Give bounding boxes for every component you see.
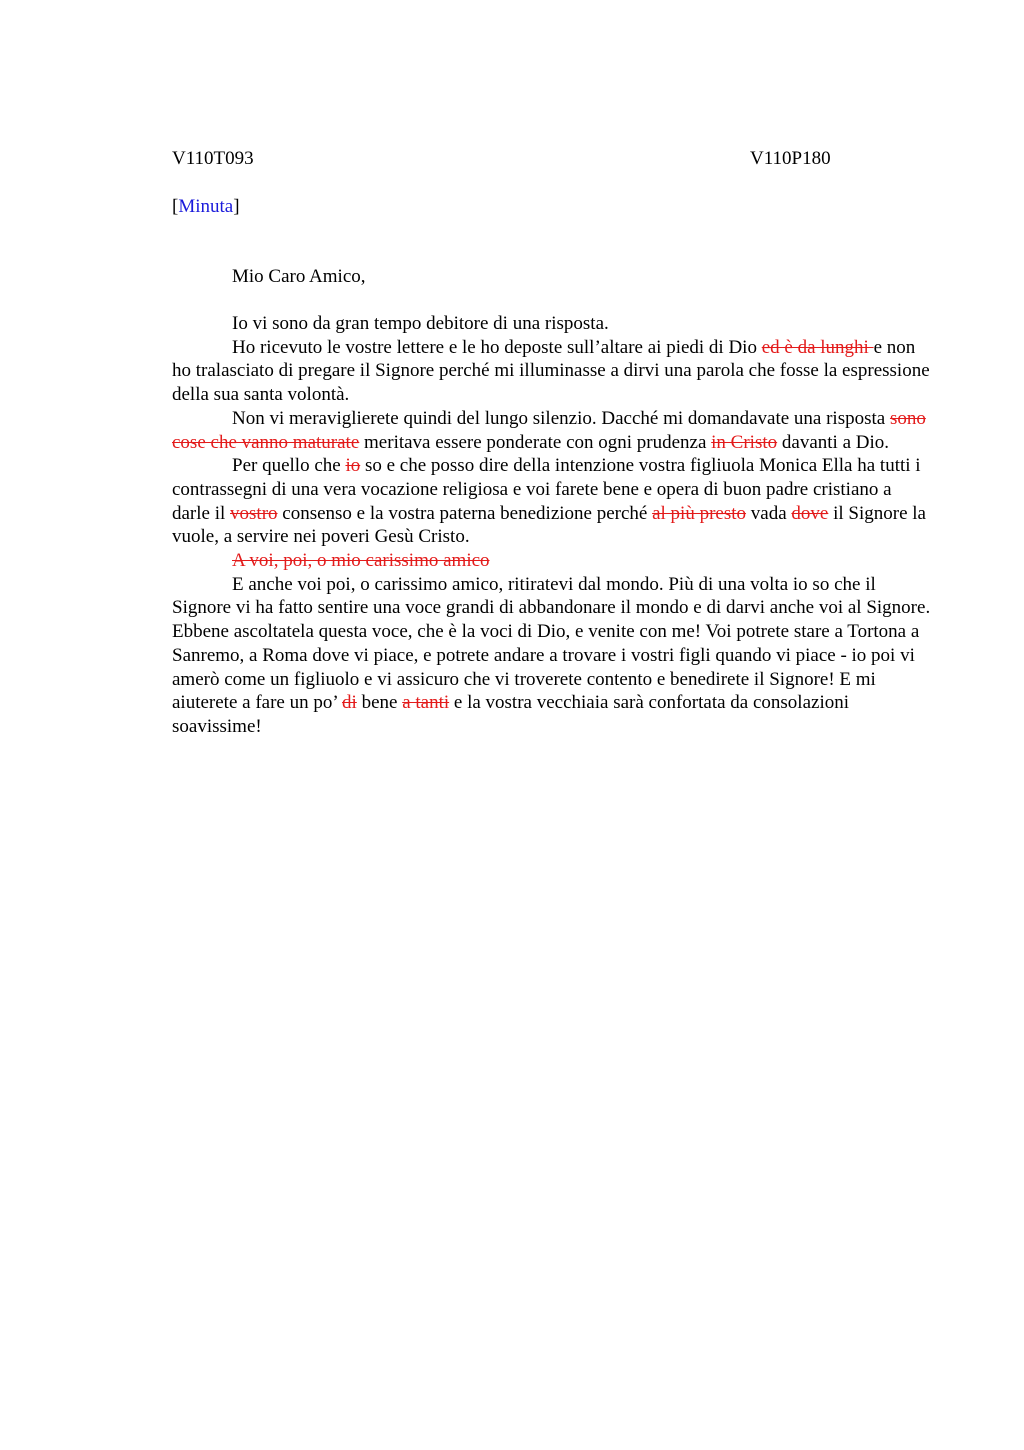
deleted-text: vostro xyxy=(230,502,278,524)
paragraph-text: e non ho tralasciato di pregare il Signore perché mi illuminasse a dirvi una parola che fosse la espressione della sua santa volontà. xyxy=(172,336,930,406)
letter-paragraph xyxy=(172,573,932,739)
deleted-text: al più presto xyxy=(652,502,747,524)
paragraph-text: davanti a Dio. xyxy=(777,431,889,453)
salutation: Mio Caro Amico, xyxy=(232,266,366,287)
paragraph-text: il Signore la vuole, a servire nei poveri Gesù Cristo. xyxy=(172,502,926,548)
letter-paragraph xyxy=(172,407,932,454)
paragraph-text: vada xyxy=(746,502,792,524)
paragraph-text: Per quello che xyxy=(232,455,346,477)
paragraph-text: Non vi meraviglierete quindi del lungo silenzio. Dacché mi domandavate una risposta xyxy=(232,407,890,429)
letter-body xyxy=(172,312,932,739)
letter-paragraph xyxy=(172,312,932,336)
letter-paragraph xyxy=(172,336,932,407)
paragraph-text: E anche voi poi, o carissimo amico, ritiratevi dal mondo. Più di una volta io so che il Signore vi ha fatto sentire una voce grandi di abbandonare il mondo e di darvi anche voi al Signore. Ebbene ascoltatela questa voce, che è la voci di Dio, e venite con me! Voi potrete stare a Tortona a Sanremo, a Roma dove vi piace, e potrete andare a trovare i vostri figli quando vi piace - io poi vi amerò come un figliuolo e vi assicuro che vi troverete contento e benedirete il Signore! E mi aiuterete a fare un po’ xyxy=(172,573,931,714)
paragraph-text: consenso e la vostra paterna benedizione perché xyxy=(277,502,653,524)
deleted-text: ed è da lunghi xyxy=(761,336,874,358)
paragraph-text: meritava essere ponderate con ogni prudenza xyxy=(359,431,712,453)
deleted-text: in Cristo xyxy=(711,431,778,453)
paragraph-text: Io vi sono da gran tempo debitore di una risposta. xyxy=(232,313,609,334)
deleted-text: sono cose che vanno maturate xyxy=(172,407,926,453)
document-header xyxy=(172,147,932,171)
deleted-text: io xyxy=(345,455,361,477)
letter-page xyxy=(172,147,932,739)
document-type-label xyxy=(172,195,932,219)
document-code-left: V110T093 xyxy=(172,148,254,169)
deleted-text: A voi, poi, o mio carissimo amico xyxy=(232,550,490,572)
label-close-bracket: ] xyxy=(233,196,240,217)
paragraph-text: so e che posso dire della intenzione vostra figliuola Monica Ella ha tutti i contrassegni di una vera vocazione religiosa e voi farete bene e opera di buon padre cristiano a darle il xyxy=(172,455,921,524)
paragraph-text: e la vostra vecchiaia sarà confortata da consolazioni soavissime! xyxy=(172,692,850,737)
paragraph-text: Ho ricevuto le vostre lettere e le ho deposte sull’altare ai piedi di Dio xyxy=(232,336,762,358)
letter-paragraph xyxy=(172,454,932,549)
label-open-bracket: [ xyxy=(172,196,179,217)
deleted-text: di xyxy=(342,692,357,714)
paragraph-text: bene xyxy=(356,692,403,714)
minuta-link[interactable]: Minuta xyxy=(178,196,234,217)
deleted-text: dove xyxy=(791,502,829,524)
document-code-right: V110P180 xyxy=(750,148,831,169)
deleted-text: a tanti xyxy=(402,692,450,714)
letter-paragraph xyxy=(172,549,932,573)
